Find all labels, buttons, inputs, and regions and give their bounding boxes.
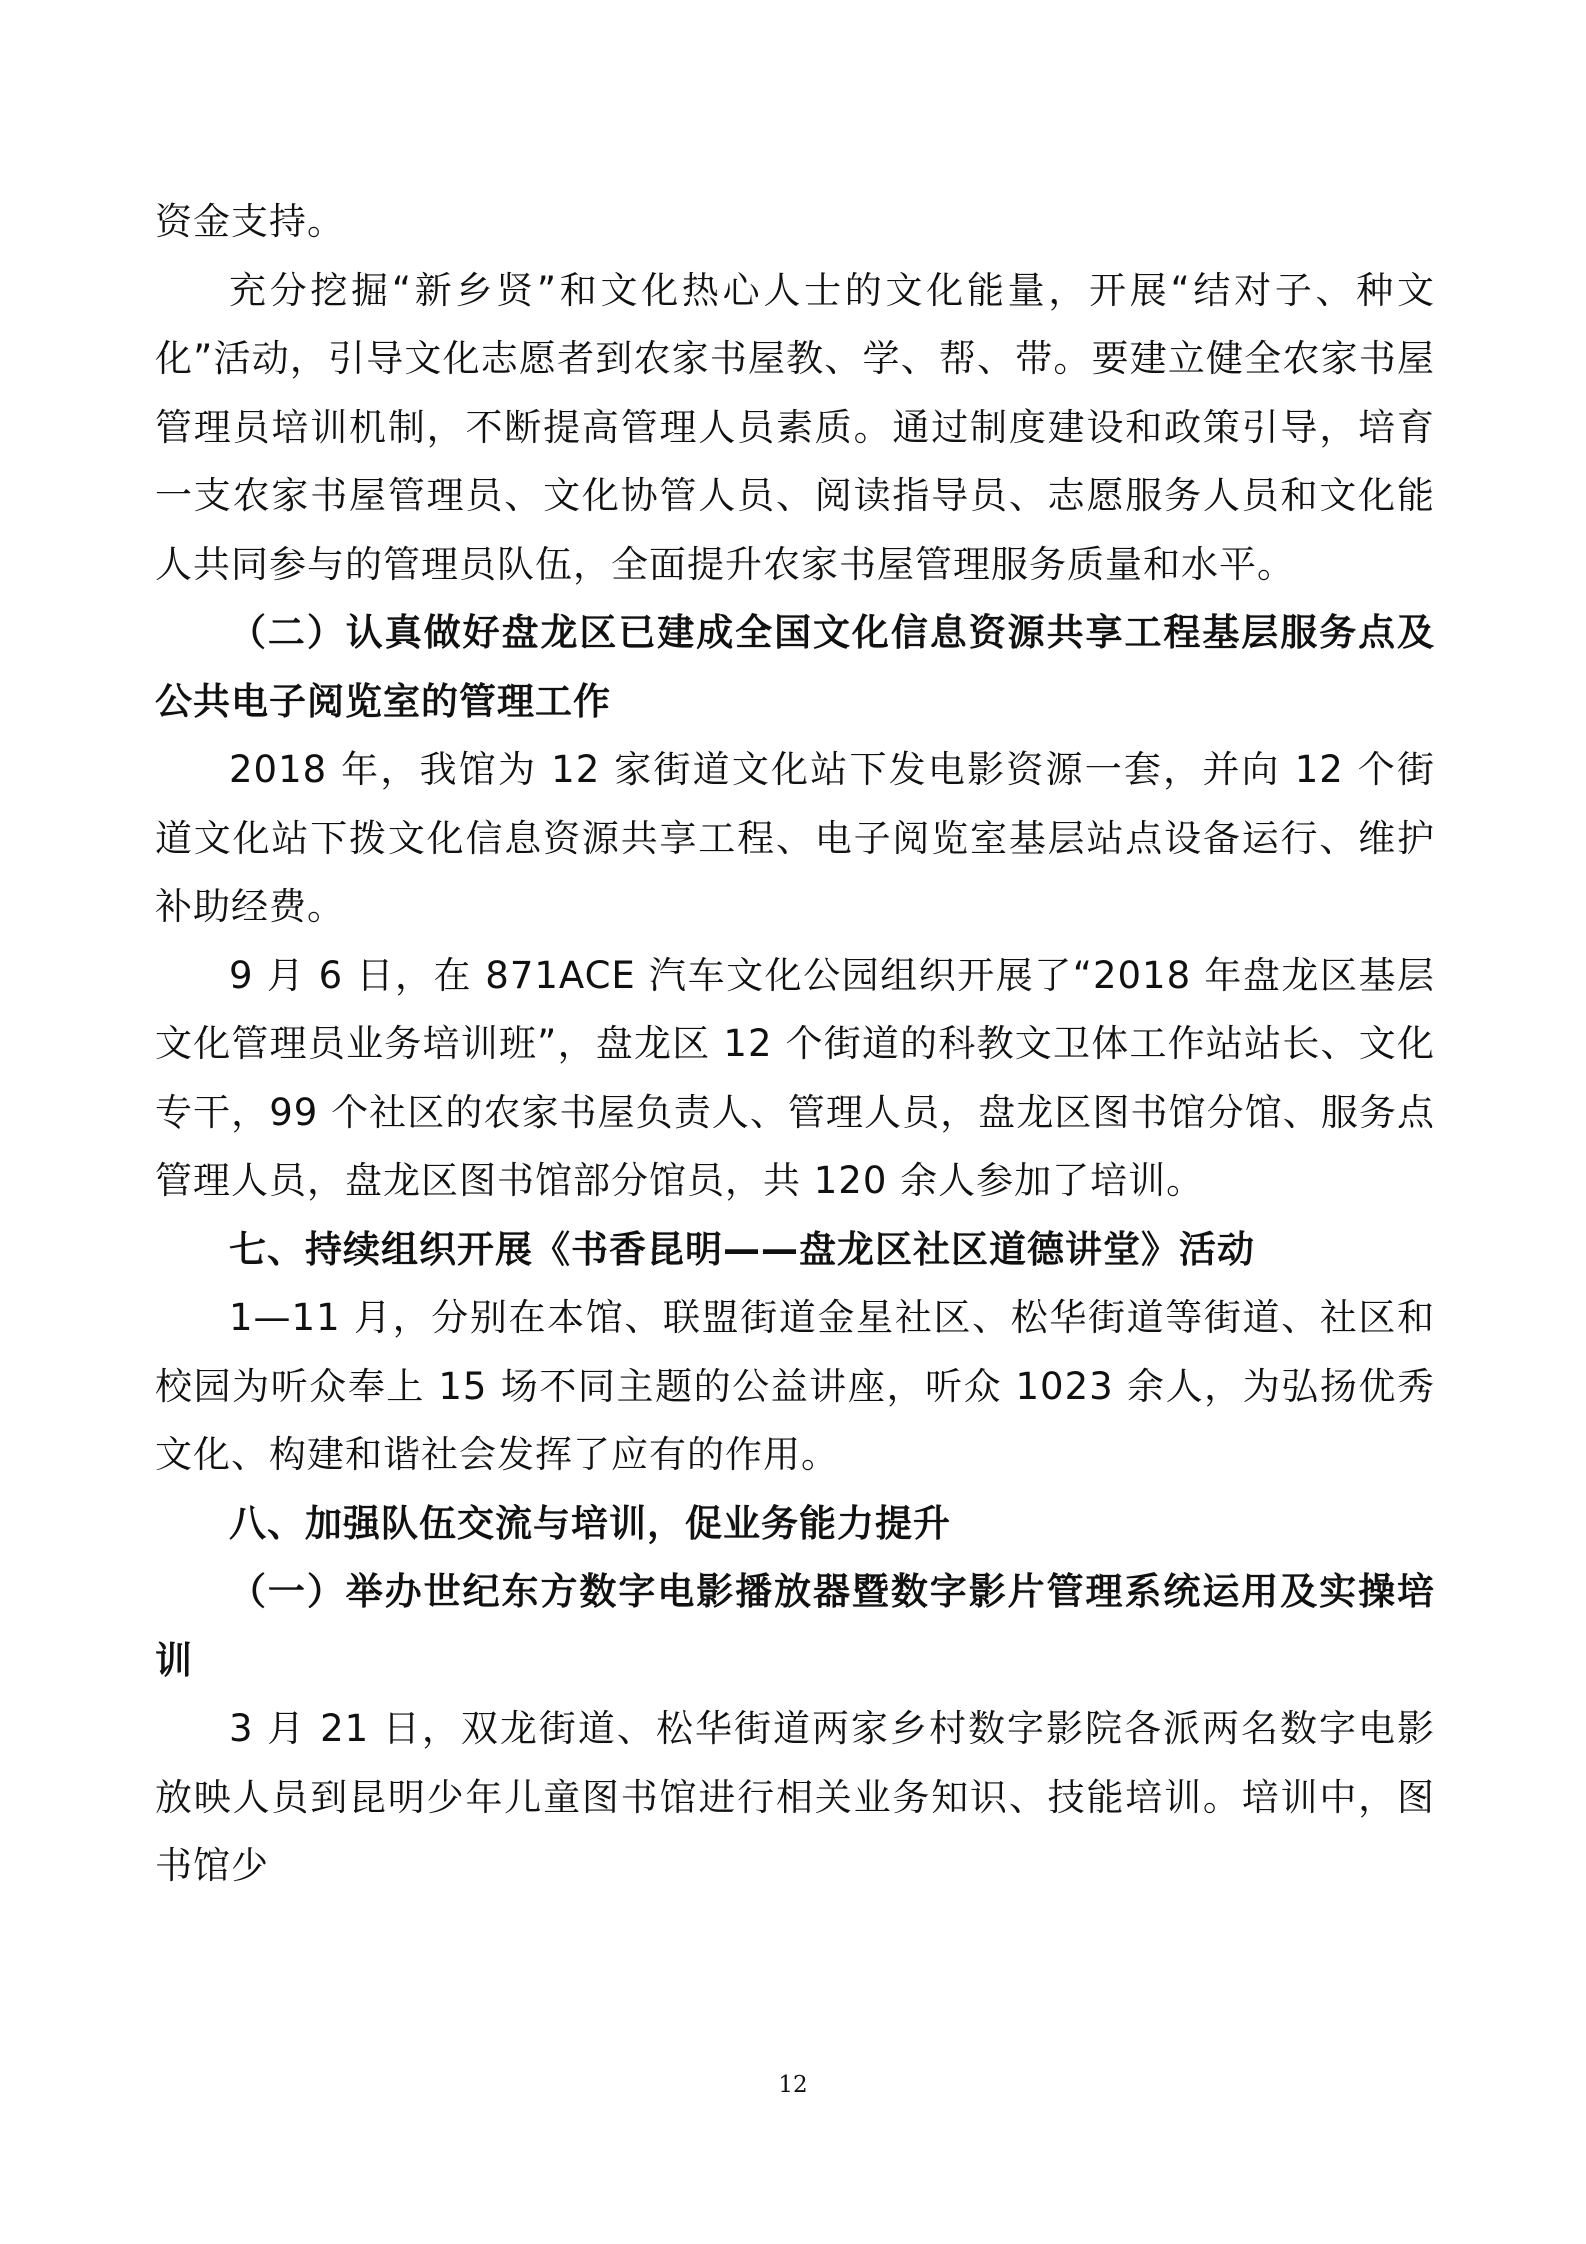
section-heading-moral-lecture: 七、持续组织开展《书香昆明——盘龙区社区道德讲堂》活动 [229,1227,1255,1271]
paragraph-continuation: 资金支持。 [155,200,345,243]
page-number: 12 [778,2072,808,2098]
paragraph-film-resources: 2018 年，我馆为 12 家街道文化站下发电影资源一套，并向 12 个街道文化站下拨文化信息资源共享工程、电子阅览室基层站点设备运行、维护补助经费。 [155,748,1435,928]
page-body [155,188,1435,1901]
section-heading-team-training: 八、加强队伍交流与培训，促业务能力提升 [229,1501,951,1545]
section-heading-service-points: （二）认真做好盘龙区已建成全国文化信息资源共享工程基层服务点及公共电子阅览室的管理工作 [155,611,1435,723]
paragraph-training-class: 9 月 6 日，在 871ACE 汽车文化公园组织开展了“2018 年盘龙区基层文化管理员业务培训班”，盘龙区 12 个街道的科教文卫体工作站站长、文化专干，99 个社区的农家书屋负责人、管理人员，盘龙区图书馆分馆、服务点管理人员，盘龙区图书馆部分馆员，共 120 余人参加了培训。 [155,953,1435,1202]
paragraph-lectures: 1—11 月，分别在本馆、联盟街道金星社区、松华街道等街道、社区和校园为听众奉上 15 场不同主题的公益讲座，听众 1023 余人，为弘扬优秀文化、构建和谐社会发挥了应有的作用。 [155,1296,1435,1476]
section-heading-digital-film-training: （一）举办世纪东方数字电影播放器暨数字影片管理系统运用及实操培训 [155,1570,1435,1682]
paragraph-librarian-team: 充分挖掘“新乡贤”和文化热心人士的文化能量，开展“结对子、种文化”活动，引导文化志愿者到农家书屋教、学、帮、带。要建立健全农家书屋管理员培训机制，不断提高管理人员素质。通过制度建设和政策引导，培育一支农家书屋管理员、文化协管人员、阅读指导员、志愿服务人员和文化能人共同参与的管理员队伍，全面提升农家书屋管理服务质量和水平。 [155,268,1435,586]
paragraph-projection-training: 3 月 21 日，双龙街道、松华街道两家乡村数字影院各派两名数字电影放映人员到昆明少年儿童图书馆进行相关业务知识、技能培训。培训中，图书馆少 [155,1707,1435,1887]
